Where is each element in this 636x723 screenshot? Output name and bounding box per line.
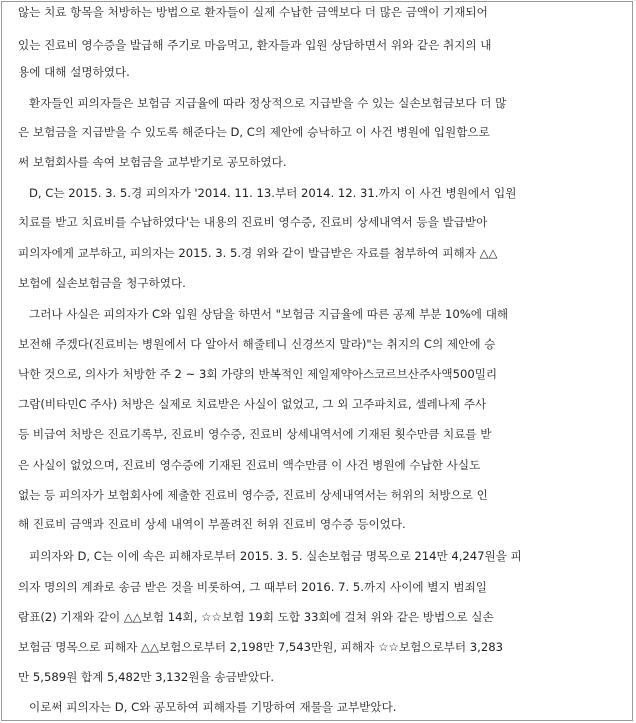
text-line: 등 비급여 처방은 진료기록부, 진료비 영수증, 진료비 상세내역서에 기재된 횟수만큼 치료를 받 (18, 427, 492, 441)
text-line: 이로써 피의자는 D, C와 공모하여 피해자를 기망하여 재물을 교부받았다. (29, 700, 397, 714)
text-line: D, C는 2015. 3. 5.경 피의자가 '2014. 11. 13.부터 2014. 12. 31.까지 이 사건 병원에서 입원 (29, 186, 517, 200)
text-line: 은 사실이 없었으며, 진료비 영수증에 기재된 진료비 액수만큼 이 사건 병원에 수납한 사실도 (18, 458, 481, 472)
text-line: 환자들인 피의자들은 보험금 지급율에 따라 정상적으로 지급받을 수 있는 실손보험금보다 더 많 (29, 96, 507, 110)
text-line: 은 보험금을 지급받을 수 있도록 해준다는 D, C의 제안에 승낙하고 이 사건 병원에 입원함으로 (18, 125, 490, 139)
text-line: 피의자에게 교부하고, 피의자는 2015. 3. 5.경 위와 같이 발급받은 자료를 첨부하여 피해자 △△ (18, 246, 498, 260)
text-line: 않는 치료 항목을 처방하는 방법으로 환자들이 실제 수납한 금액보다 더 많은 금액이 기재되어 (18, 5, 488, 19)
text-line: 람표(2) 기재와 같이 △△보험 14회, ☆☆보험 19회 도합 33회에 걸쳐 위와 같은 방법으로 실손 (18, 610, 494, 624)
text-line: 용에 대해 설명하였다. (18, 65, 130, 79)
text-line: 써 보험회사를 속여 보험금을 교부받기로 공모하였다. (18, 155, 287, 169)
document-page (1, 1, 633, 721)
text-line: 치료를 받고 치료비를 수납하였다'는 내용의 진료비 영수증, 진료비 상세내역서 등을 발급받아 (18, 215, 488, 229)
text-line: 의자 명의의 계좌로 송금 받은 것을 비롯하여, 그 때부터 2016. 7. 5.까지 사이에 별지 범죄일 (18, 580, 487, 594)
text-line: 보험에 실손보험금을 청구하였다. (18, 276, 186, 290)
text-line: 만 5,589원 합계 5,482만 3,132원을 송금받았다. (18, 670, 275, 684)
text-line: 해 진료비 금액과 진료비 상세 내역이 부풀려진 허위 진료비 영수증 등이었다. (18, 517, 406, 531)
text-line: 낙한 것으로, 의사가 처방한 주 2 ~ 3회 가량의 반복적인 제일제약아스코르브산주사액500밀리 (18, 367, 498, 381)
text-line: 보전해 주겠다(진료비는 병원에서 다 알아서 해줄테니 신경쓰지 말라)"는 취지의 C의 제안에 승 (18, 337, 496, 351)
text-line: 그러나 사실은 피의자가 C와 입원 상담을 하면서 "보험금 지급율에 따른 공제 부분 10%에 대해 (29, 307, 509, 321)
text-line: 피의자와 D, C는 이에 속은 피해자로부터 2015. 3. 5. 실손보험금 명목으로 214만 4,247원을 피 (29, 549, 522, 563)
text-line: 있는 진료비 영수증을 발급해 주기로 마음먹고, 환자들과 입원 상담하면서 위와 같은 취지의 내 (18, 38, 492, 52)
text-line: 없는 등 피의자가 보험회사에 제출한 진료비 영수증, 진료비 상세내역서는 허위의 처방으로 인 (18, 488, 488, 502)
text-line: 그람(비타민C 주사) 처방은 실제로 치료받은 사실이 없었고, 그 외 고주파치료, 셀레나제 주사 (18, 397, 487, 411)
text-line: 보험금 명목으로 피해자 △△보험으로부터 2,198만 7,543만원, 피해자 ☆☆보험으로부터 3,283 (18, 640, 503, 654)
